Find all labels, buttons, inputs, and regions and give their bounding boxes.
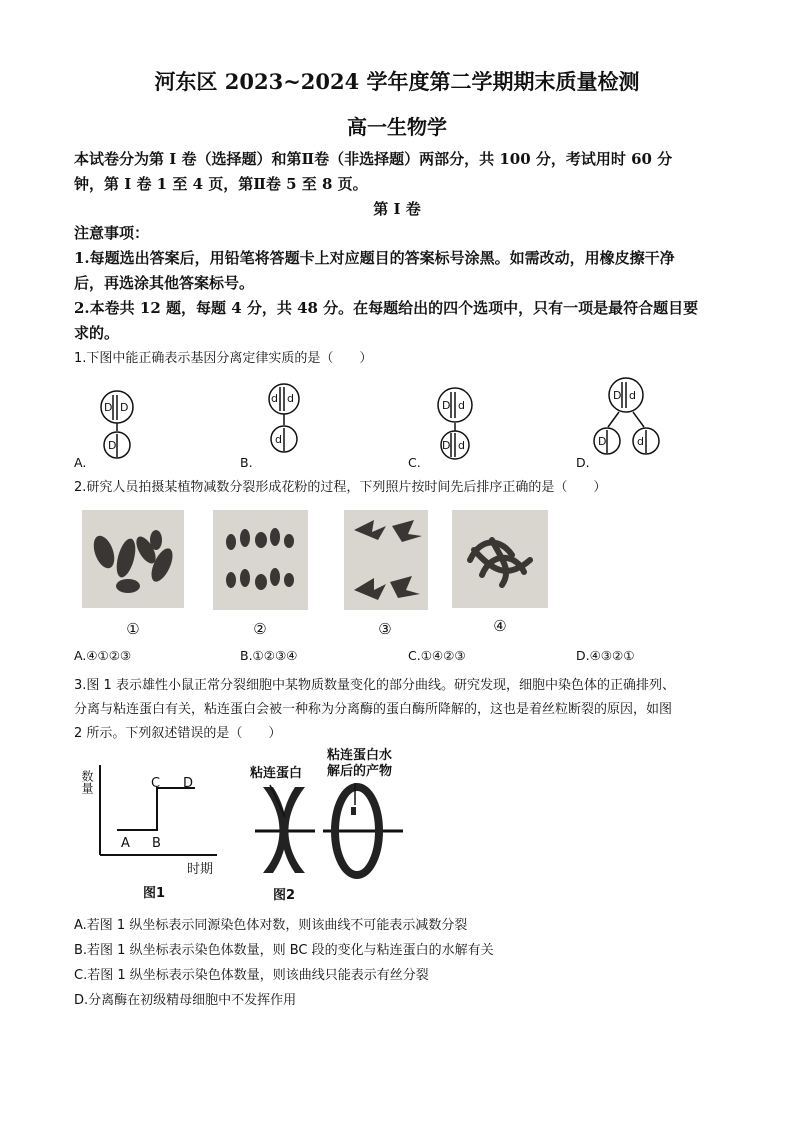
fig1-point-b: B [152, 836, 161, 851]
svg-text:D: D [598, 435, 607, 448]
q1-option-d[interactable]: D. [576, 455, 590, 470]
page-title: 河东区 2023~2024 学年度第二学期期末质量检测 [154, 69, 640, 94]
svg-text:D: D [104, 401, 113, 414]
q2-photo-4 [452, 510, 548, 608]
note-2-line-1: 2.本卷共 12 题，每题 4 分，共 48 分。在每题给出的四个选项中，只有一项是最符合题目要 [74, 299, 699, 317]
q2-photo-label-1: ① [126, 620, 140, 638]
fig1-point-d: D [183, 776, 194, 791]
q3-stem-line-2: 分离与粘连蛋白有关，粘连蛋白会被一种称为分离酶的蛋白酶所降解的，这也是着丝粒断裂的原因，如图 [74, 702, 673, 717]
svg-text:D: D [613, 389, 622, 402]
q3-option-a[interactable]: A.若图 1 纵坐标表示同源染色体对数，则该曲线不可能表示减数分裂 [74, 918, 468, 933]
q2-photo-3 [344, 510, 428, 610]
note-1-line-1: 1.每题选出答案后，用铅笔将答题卡上对应题目的答案标号涂黑。如需改动，用橡皮擦干净 [74, 249, 675, 267]
q1-figure-a [101, 391, 133, 458]
q1-figure-d [594, 378, 659, 454]
svg-text:D: D [120, 401, 129, 414]
intro-line-2: 钟，第 I 卷 1 至 4 页，第Ⅱ卷 5 至 8 页。 [74, 175, 368, 193]
q2-option-b[interactable]: B.①②③④ [240, 648, 298, 663]
q3-figure-1 [80, 755, 235, 905]
fig1-y-label: 数量 [80, 770, 94, 794]
q1-option-b[interactable]: B. [240, 455, 253, 470]
fig1-caption: 图1 [143, 886, 166, 901]
q3-option-b[interactable]: B.若图 1 纵坐标表示染色体数量，则 BC 段的变化与粘连蛋白的水解有关 [74, 943, 494, 958]
intro-line-1: 本试卷分为第 I 卷（选择题）和第Ⅱ卷（非选择题）两部分，共 100 分，考试用时 60 分 [74, 150, 673, 168]
q2-stem: 2.研究人员拍摄某植物减数分裂形成花粉的过程，下列照片按时间先后排序正确的是（ ） [74, 480, 607, 495]
q2-photo-2 [213, 510, 308, 610]
svg-text:d: d [271, 392, 278, 405]
fig2-caption: 图2 [273, 888, 296, 903]
q2-option-a[interactable]: A.④①②③ [74, 648, 132, 663]
svg-text:d: d [458, 399, 465, 412]
svg-text:d: d [629, 389, 636, 402]
q2-photo-label-4: ④ [493, 617, 507, 635]
fig2-label-left: 粘连蛋白 [250, 766, 303, 781]
q2-photo-label-3: ③ [378, 620, 392, 638]
note-2-line-2: 求的。 [74, 324, 120, 342]
q1-figure-c [438, 388, 472, 459]
svg-text:d: d [458, 439, 465, 452]
fig1-point-a: A [121, 836, 130, 851]
q1-stem: 1.下图中能正确表示基因分离定律实质的是（ ） [74, 351, 373, 366]
q1-figure-b [269, 384, 299, 452]
q3-figure-2 [245, 745, 410, 905]
fig2-label-right-2: 解后的产物 [327, 764, 393, 779]
section-heading: 第 I 卷 [373, 200, 421, 218]
q3-stem-line-1: 3.图 1 表示雄性小鼠正常分裂细胞中某物质数量变化的部分曲线。研究发现，细胞中染色体的正确排列、 [74, 678, 675, 693]
notes-heading: 注意事项： [74, 224, 150, 242]
svg-text:d: d [275, 433, 282, 446]
svg-text:d: d [637, 435, 644, 448]
q1-figures [70, 375, 710, 470]
q2-photo-1 [82, 510, 184, 608]
q3-stem-line-3: 2 所示。下列叙述错误的是（ ） [74, 726, 282, 741]
fig2-label-right-1: 粘连蛋白水 [327, 748, 393, 763]
q3-option-d[interactable]: D.分离酶在初级精母细胞中不发挥作用 [74, 993, 297, 1008]
svg-text:D: D [108, 439, 117, 452]
q1-option-a[interactable]: A. [74, 455, 87, 470]
q3-option-c[interactable]: C.若图 1 纵坐标表示染色体数量，则该曲线只能表示有丝分裂 [74, 968, 429, 983]
fig1-point-c: C [151, 776, 161, 791]
svg-text:d: d [287, 392, 294, 405]
q2-option-d[interactable]: D.④③②① [576, 648, 635, 663]
q2-photo-label-2: ② [253, 620, 267, 638]
svg-text:D: D [442, 399, 451, 412]
q2-option-c[interactable]: C.①④②③ [408, 648, 466, 663]
svg-text:D: D [442, 439, 451, 452]
fig1-x-label: 时期 [187, 862, 214, 877]
note-1-line-2: 后，再选涂其他答案标号。 [74, 274, 255, 292]
page-subtitle: 高一生物学 [347, 115, 447, 139]
q1-option-c[interactable]: C. [408, 455, 421, 470]
